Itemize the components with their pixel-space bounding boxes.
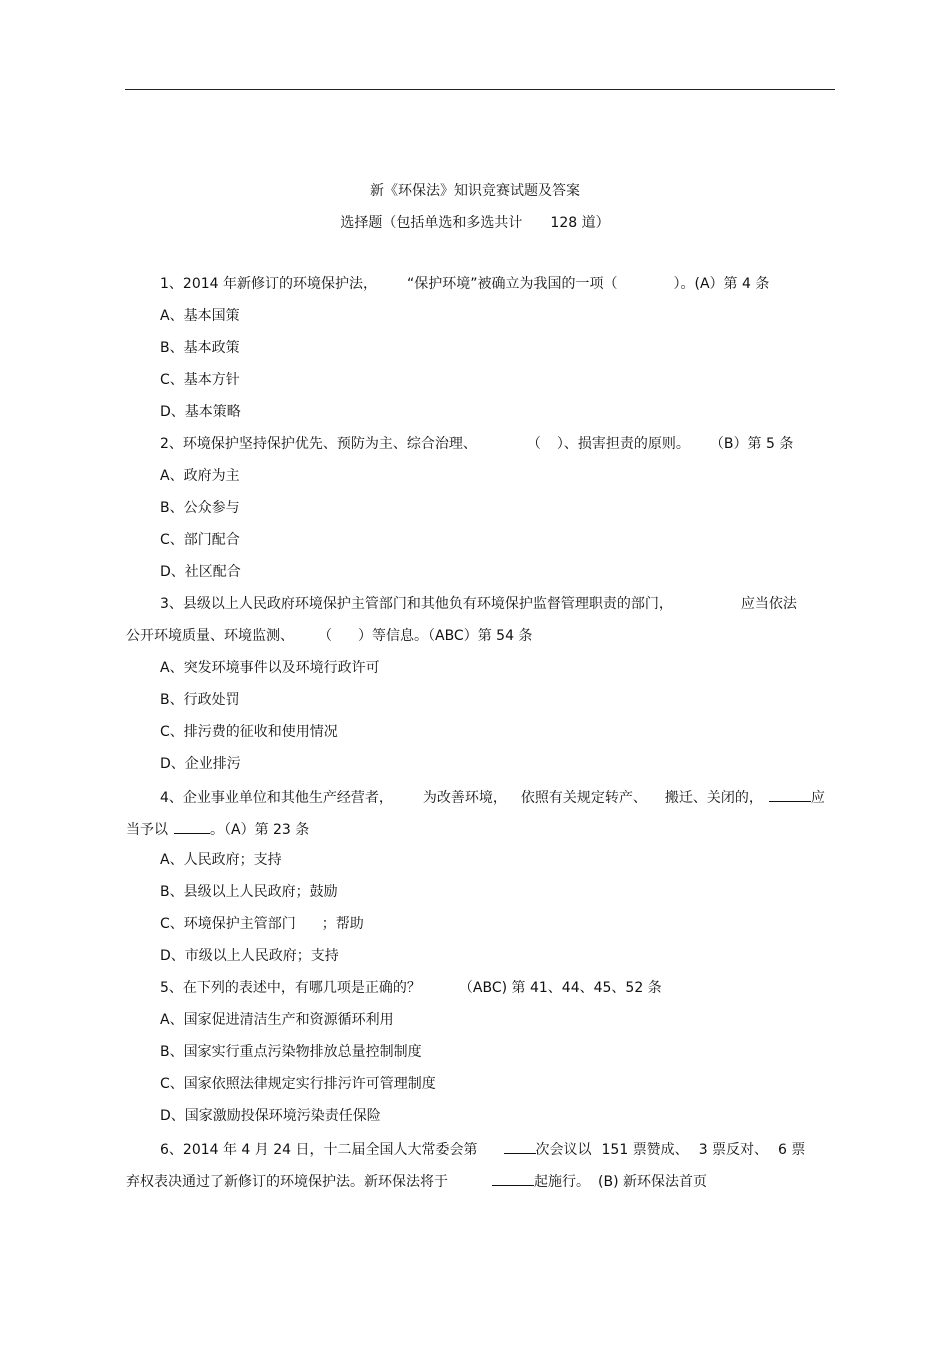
option-4d: D、市级以上人民政府；支持 <box>160 948 339 964</box>
option-2b: B、公众参与 <box>160 500 240 516</box>
header-rule <box>125 89 835 90</box>
option-1a: A、基本国策 <box>160 308 240 324</box>
blank <box>769 787 811 802</box>
option-3b: B、行政处罚 <box>160 692 240 708</box>
option-3d: D、企业排污 <box>160 756 241 772</box>
option-5a: A、国家促进清洁生产和资源循环利用 <box>160 1012 394 1028</box>
option-1d: D、基本策略 <box>160 404 241 420</box>
page-title: 新《环保法》知识竞赛试题及答案 <box>370 183 580 199</box>
page-subtitle: 选择题（包括单选和多选共计 128 道） <box>340 215 610 231</box>
blank <box>492 1171 534 1186</box>
blank <box>174 819 210 834</box>
option-2a: A、政府为主 <box>160 468 240 484</box>
option-2d: D、社区配合 <box>160 564 241 580</box>
option-4a: A、人民政府；支持 <box>160 852 282 868</box>
question-3: 3、县级以上人民政府环境保护主管部门和其他负有环境保护监督管理职责的部门， 应当依法 <box>160 596 797 612</box>
blank <box>504 1139 536 1154</box>
question-4: 4、企业事业单位和其他生产经营者， 为改善环境， 依照有关规定转产、 搬迁、关闭的， 应 <box>160 787 825 807</box>
option-1b: B、基本政策 <box>160 340 240 356</box>
option-4b: B、县级以上人民政府；鼓励 <box>160 884 338 900</box>
option-4c: C、环境保护主管部门 ；帮助 <box>160 916 364 932</box>
question-5: 5、在下列的表述中，有哪几项是正确的？ （ABC) 第 41、44、45、52 条 <box>160 980 662 996</box>
question-6: 6、2014 年 4 月 24 日，十二届全国人大常委会第 次会议以 151 票赞成、 3 票反对、 6 票 <box>160 1139 805 1159</box>
option-2c: C、部门配合 <box>160 532 240 548</box>
option-3a: A、突发环境事件以及环境行政许可 <box>160 660 380 676</box>
option-5c: C、国家依照法律规定实行排污许可管理制度 <box>160 1076 436 1092</box>
option-5b: B、国家实行重点污染物排放总量控制制度 <box>160 1044 422 1060</box>
option-3c: C、排污费的征收和使用情况 <box>160 724 338 740</box>
question-4-cont: 当予以 。（A）第 23 条 <box>126 819 309 839</box>
option-1c: C、基本方针 <box>160 372 240 388</box>
question-3-cont: 公开环境质量、环境监测、 （ ）等信息。（ABC）第 54 条 <box>126 628 533 644</box>
option-5d: D、国家激励投保环境污染责任保险 <box>160 1108 381 1124</box>
question-1: 1、2014 年新修订的环境保护法， “保护环境”被确立为我国的一项（ ）。(A）第 4 条 <box>160 276 770 292</box>
question-6-cont: 弃权表决通过了新修订的环境保护法。新环保法将于 起施行。 (B) 新环保法首页 <box>126 1171 707 1191</box>
question-2: 2、环境保护坚持保护优先、预防为主、综合治理、 （ ）、损害担责的原则。 （B）第 5 条 <box>160 436 794 452</box>
